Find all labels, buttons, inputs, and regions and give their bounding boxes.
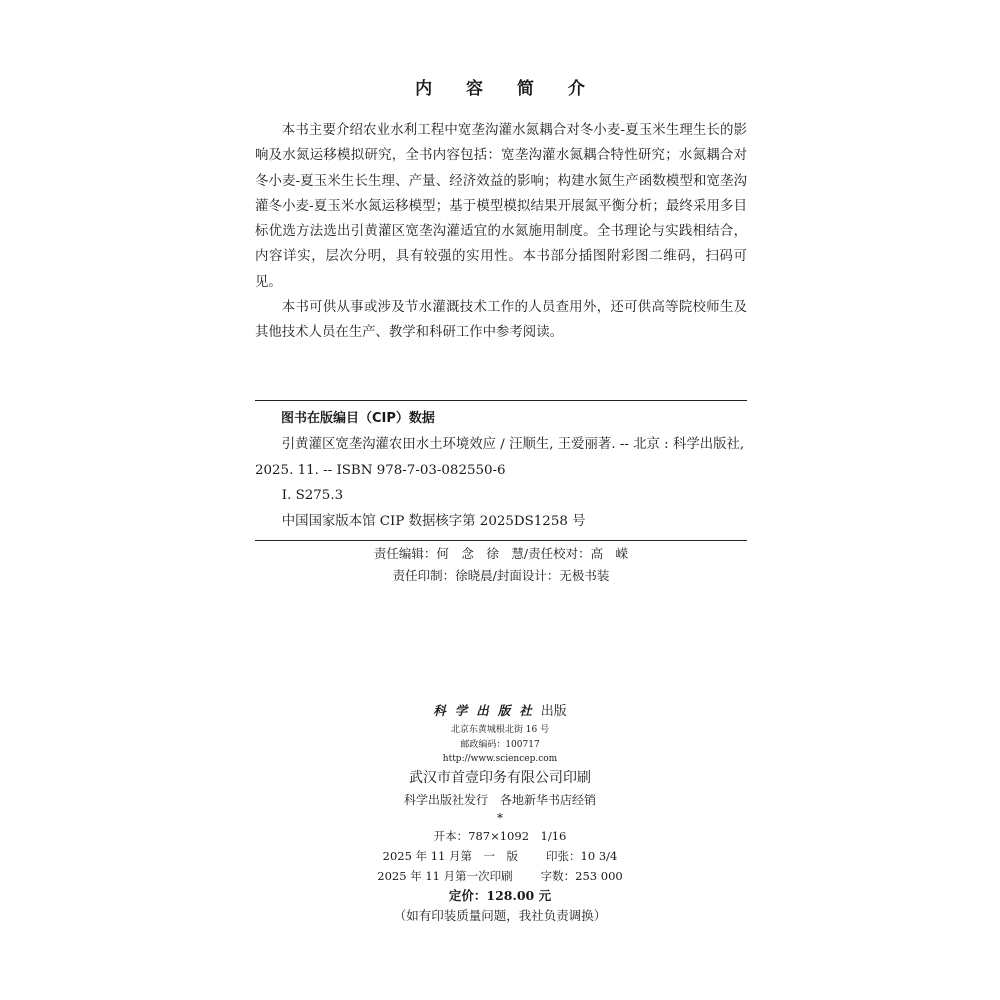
- edition-info: 2025 年 11 月第 一 版: [382, 848, 519, 863]
- publisher-postcode: 邮政编码：100717: [460, 739, 540, 750]
- word-count: 字数：253 000: [540, 868, 623, 883]
- summary-paragraph-2: 本书可供从事或涉及节水灌溉技术工作的人员查用外，还可供高等院校师生及其他技术人员在生产、教学和科研工作中参考阅读。: [255, 300, 747, 341]
- printer: 武汉市首壹印务有限公司印刷: [409, 769, 591, 786]
- cip-record-number: 中国国家版本馆 CIP 数据核字第 2025DS1258 号: [281, 514, 586, 530]
- summary-paragraph-1: 本书主要介绍农业水利工程中宽垄沟灌水氮耦合对冬小麦-夏玉米生理生长的影响及水氮运移模拟研究，全书内容包括：宽垄沟灌水氮耦合特性研究；水氮耦合对冬小麦-夏玉米生长生理、产量、经济效益的影响；构建水氮生产函数模型和宽垄沟灌冬小麦-夏玉米水氮运移模型；基于模型模拟结果开展氮平衡分析；最终采用多目标优选方法选出引黄灌区宽垄沟灌适宜的水氮施用制度。全书理论与实践相结合，内容详实，层次分明，具有较强的实用性。本书部分插图附彩图二维码，扫码可见。: [255, 123, 747, 290]
- publication-info: [0, 700, 1000, 926]
- publisher-address: 北京东黄城根北街 16 号: [450, 725, 550, 735]
- divider-bottom: [255, 540, 747, 541]
- editorial-credits: [255, 543, 747, 587]
- printed-sheets: 印张：10 3/4: [546, 848, 618, 863]
- cip-classification: I. S275.3: [281, 488, 344, 504]
- edition-line: [0, 846, 1000, 866]
- price: 定价：128.00 元: [448, 887, 552, 903]
- book-format: 开本：787×1092 1/16: [433, 828, 567, 843]
- credits-line-1: 责任编辑：何 念 徐 慧/责任校对：高 嵘: [373, 546, 629, 561]
- printing-info: 2025 年 11 月第一次印刷: [377, 868, 513, 883]
- cip-block: [255, 406, 747, 535]
- page-title: 内 容 简 介: [415, 79, 599, 99]
- cip-heading: 图书在版编目（CIP）数据: [281, 411, 435, 426]
- cip-entry: 引黄灌区宽垄沟灌农田水土环境效应 / 汪顺生, 王爱丽著. -- 北京 : 科学出版社, 2025. 11. -- ISBN 978-7-03-082550-6: [255, 436, 745, 478]
- separator-star: *: [497, 810, 503, 825]
- publisher-url: http://www.sciencep.com: [442, 754, 558, 764]
- credits-line-2: 责任印制：徐晓晨/封面设计：无极书装: [392, 568, 610, 583]
- printing-line: [0, 866, 1000, 886]
- publisher-logo: 科学出版社: [433, 703, 541, 718]
- book-summary: [255, 118, 747, 346]
- publisher-suffix: 出版: [540, 704, 567, 719]
- distribution: 科学出版社发行 各地新华书店经销: [403, 792, 596, 807]
- publisher-line: [0, 700, 1000, 723]
- quality-notice: （如有印装质量问题，我社负责调换）: [393, 907, 607, 923]
- divider-top: [255, 400, 747, 401]
